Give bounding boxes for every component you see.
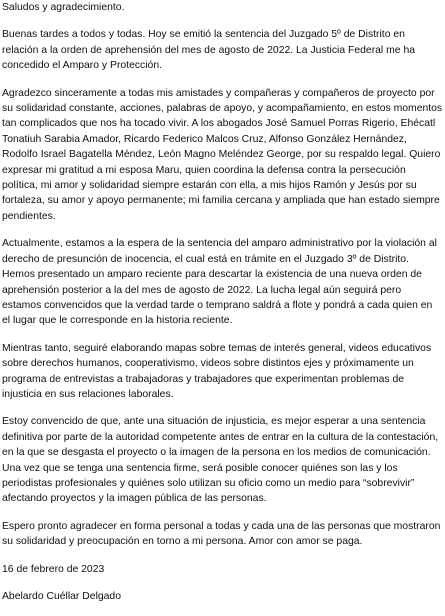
paragraph-reflection: Estoy convencido de que, ante una situación de injusticia, es mejor esperar a una sentencia definitiva por parte de la autoridad competente antes de entrar en la cultura de la contestación, en la que se desgasta el proyecto o la imagen de la persona en los medios de comunicación. Una vez que se tenga una sentencia firme, será posible conocer quiénes son las y los periodistas profesionales y quiénes solo utilizan su oficio como un medio para “sobrevivir” afectando proyectos y la imagen pública de las personas. — [2, 416, 439, 505]
paragraph-future-work: Mientras tanto, seguiré elaborando mapas sobre temas de interés general, videos educativos sobre derechos humanos, cooperativismo, videos sobre distintos ejes y próximamente un programa de entrevistas a trabajadoras y trabajadores que experimentan problemas de injusticia en sus relaciones laborales. — [2, 342, 432, 400]
paragraph-legal-status: Actualmente, estamos a la espera de la sentencia del amparo administrativo por la violación al derecho de presunción de inocencia, el cual está en trámite en el Juzgado 3º de Distrito. Hemos presentado un amparo reciente para descartar la existencia de una nueva orden de aprehensión posterior a la del mes de agosto de 2022. La lucha legal aún seguirá pero estamos convencidos que la verdad tarde o temprano saldrá a flote y pondrá a cada quien en el lugar que le corresponde en la historia reciente. — [2, 238, 437, 327]
date-line: 16 de febrero de 2023 — [2, 563, 105, 575]
paragraph-acknowledgements: Agradezco sinceramente a todas mis amistades y compañeras y compañeros de proyecto por su solidaridad constante, acciones, palabras de apoyo, y acompañamiento, en estos momentos tan complicados que nos ha tocado vivir. A los abogados José Samuel Porras Rigerio, Ehécatl Tonatiuh Sarabia Amador, Ricardo Federico Malcos Cruz, Alfonso González Hernández, Rodolfo Israel Bagatella Méndez, León Magno Meléndez George, por su respaldo legal. Quiero expresar mi gratitud a mi esposa Maru, quien coordina la defensa contra la persecución política, mi amor y solidaridad siempre estarán con ella, a mis hijos Ramón y Jesús por su fortaleza, su amor y apoyo permanente; mi familia cercana y ampliada que han estado siempre pendientes. — [2, 87, 443, 222]
paragraph-closing: Espero pronto agradecer en forma personal a todas y cada una de las personas que mostraron su solidaridad y preocupación en torno a mi persona. Amor con amor se paga. — [2, 520, 441, 548]
paragraph-sentence-announcement: Buenas tardes a todos y todas. Hoy se emitió la sentencia del Juzgado 5º de Distrito en relación a la orden de aprehensión del mes de agosto de 2022. La Justicia Federal me ha concedido el Amparo y Protección. — [2, 29, 416, 72]
greeting-line: Saludos y agradecimiento. — [2, 2, 125, 13]
letter-document — [2, 0, 443, 616]
signature-name: Abelardo Cuéllar Delgado — [2, 591, 121, 602]
